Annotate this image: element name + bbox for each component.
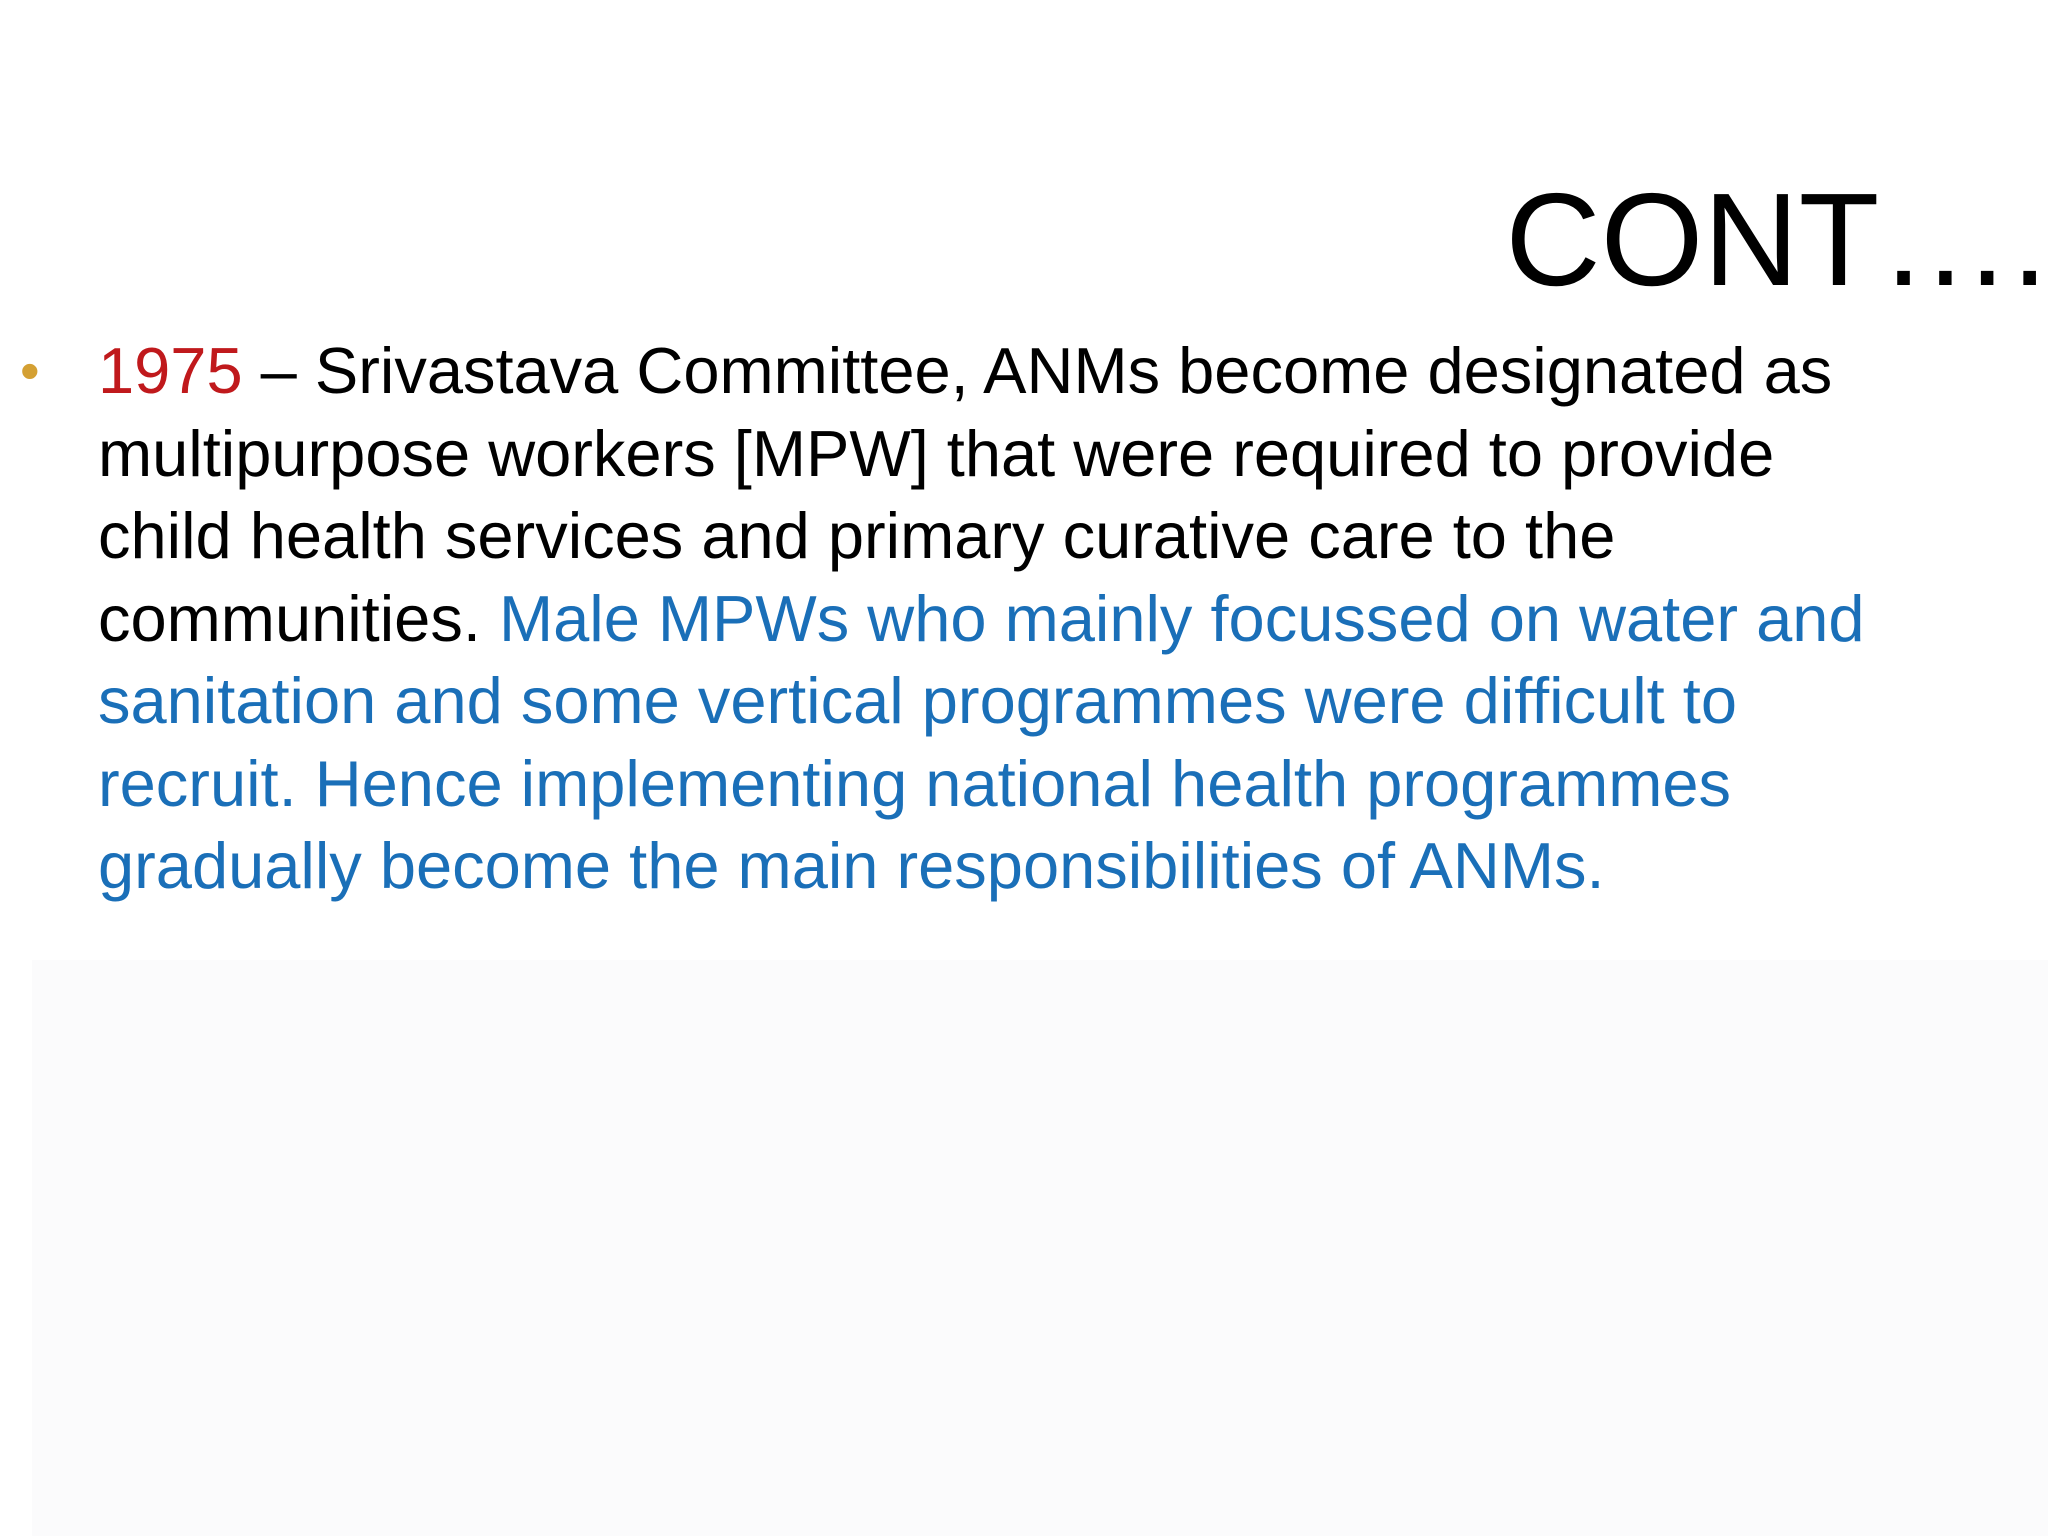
text-line-5: sanitation and some vertical programmes were difficult to <box>98 664 1737 737</box>
line-4-black-text: communities. <box>98 581 499 655</box>
text-line-4 <box>98 578 2030 661</box>
text-line-7: gradually become the main responsibilities of ANMs. <box>98 829 1605 902</box>
line-1-text: – Srivastava Committee, ANMs become designated as <box>242 334 1833 407</box>
background-tint <box>32 960 2048 1536</box>
year-highlight: 1975 <box>98 334 243 407</box>
line-4-blue-text: Male MPWs who mainly focussed on water and <box>498 581 1865 655</box>
text-line-6: recruit. Hence implementing national health programmes <box>98 746 1732 820</box>
text-line-1 <box>98 330 2030 413</box>
bullet-dot-icon: • <box>20 339 40 402</box>
text-line-3: child health services and primary curative care to the <box>98 499 1616 572</box>
bullet-text <box>98 330 2030 908</box>
slide-title: CONT…. <box>1505 166 2048 313</box>
text-line-2: multipurpose workers [MPW] that were required to provide <box>98 416 1775 490</box>
